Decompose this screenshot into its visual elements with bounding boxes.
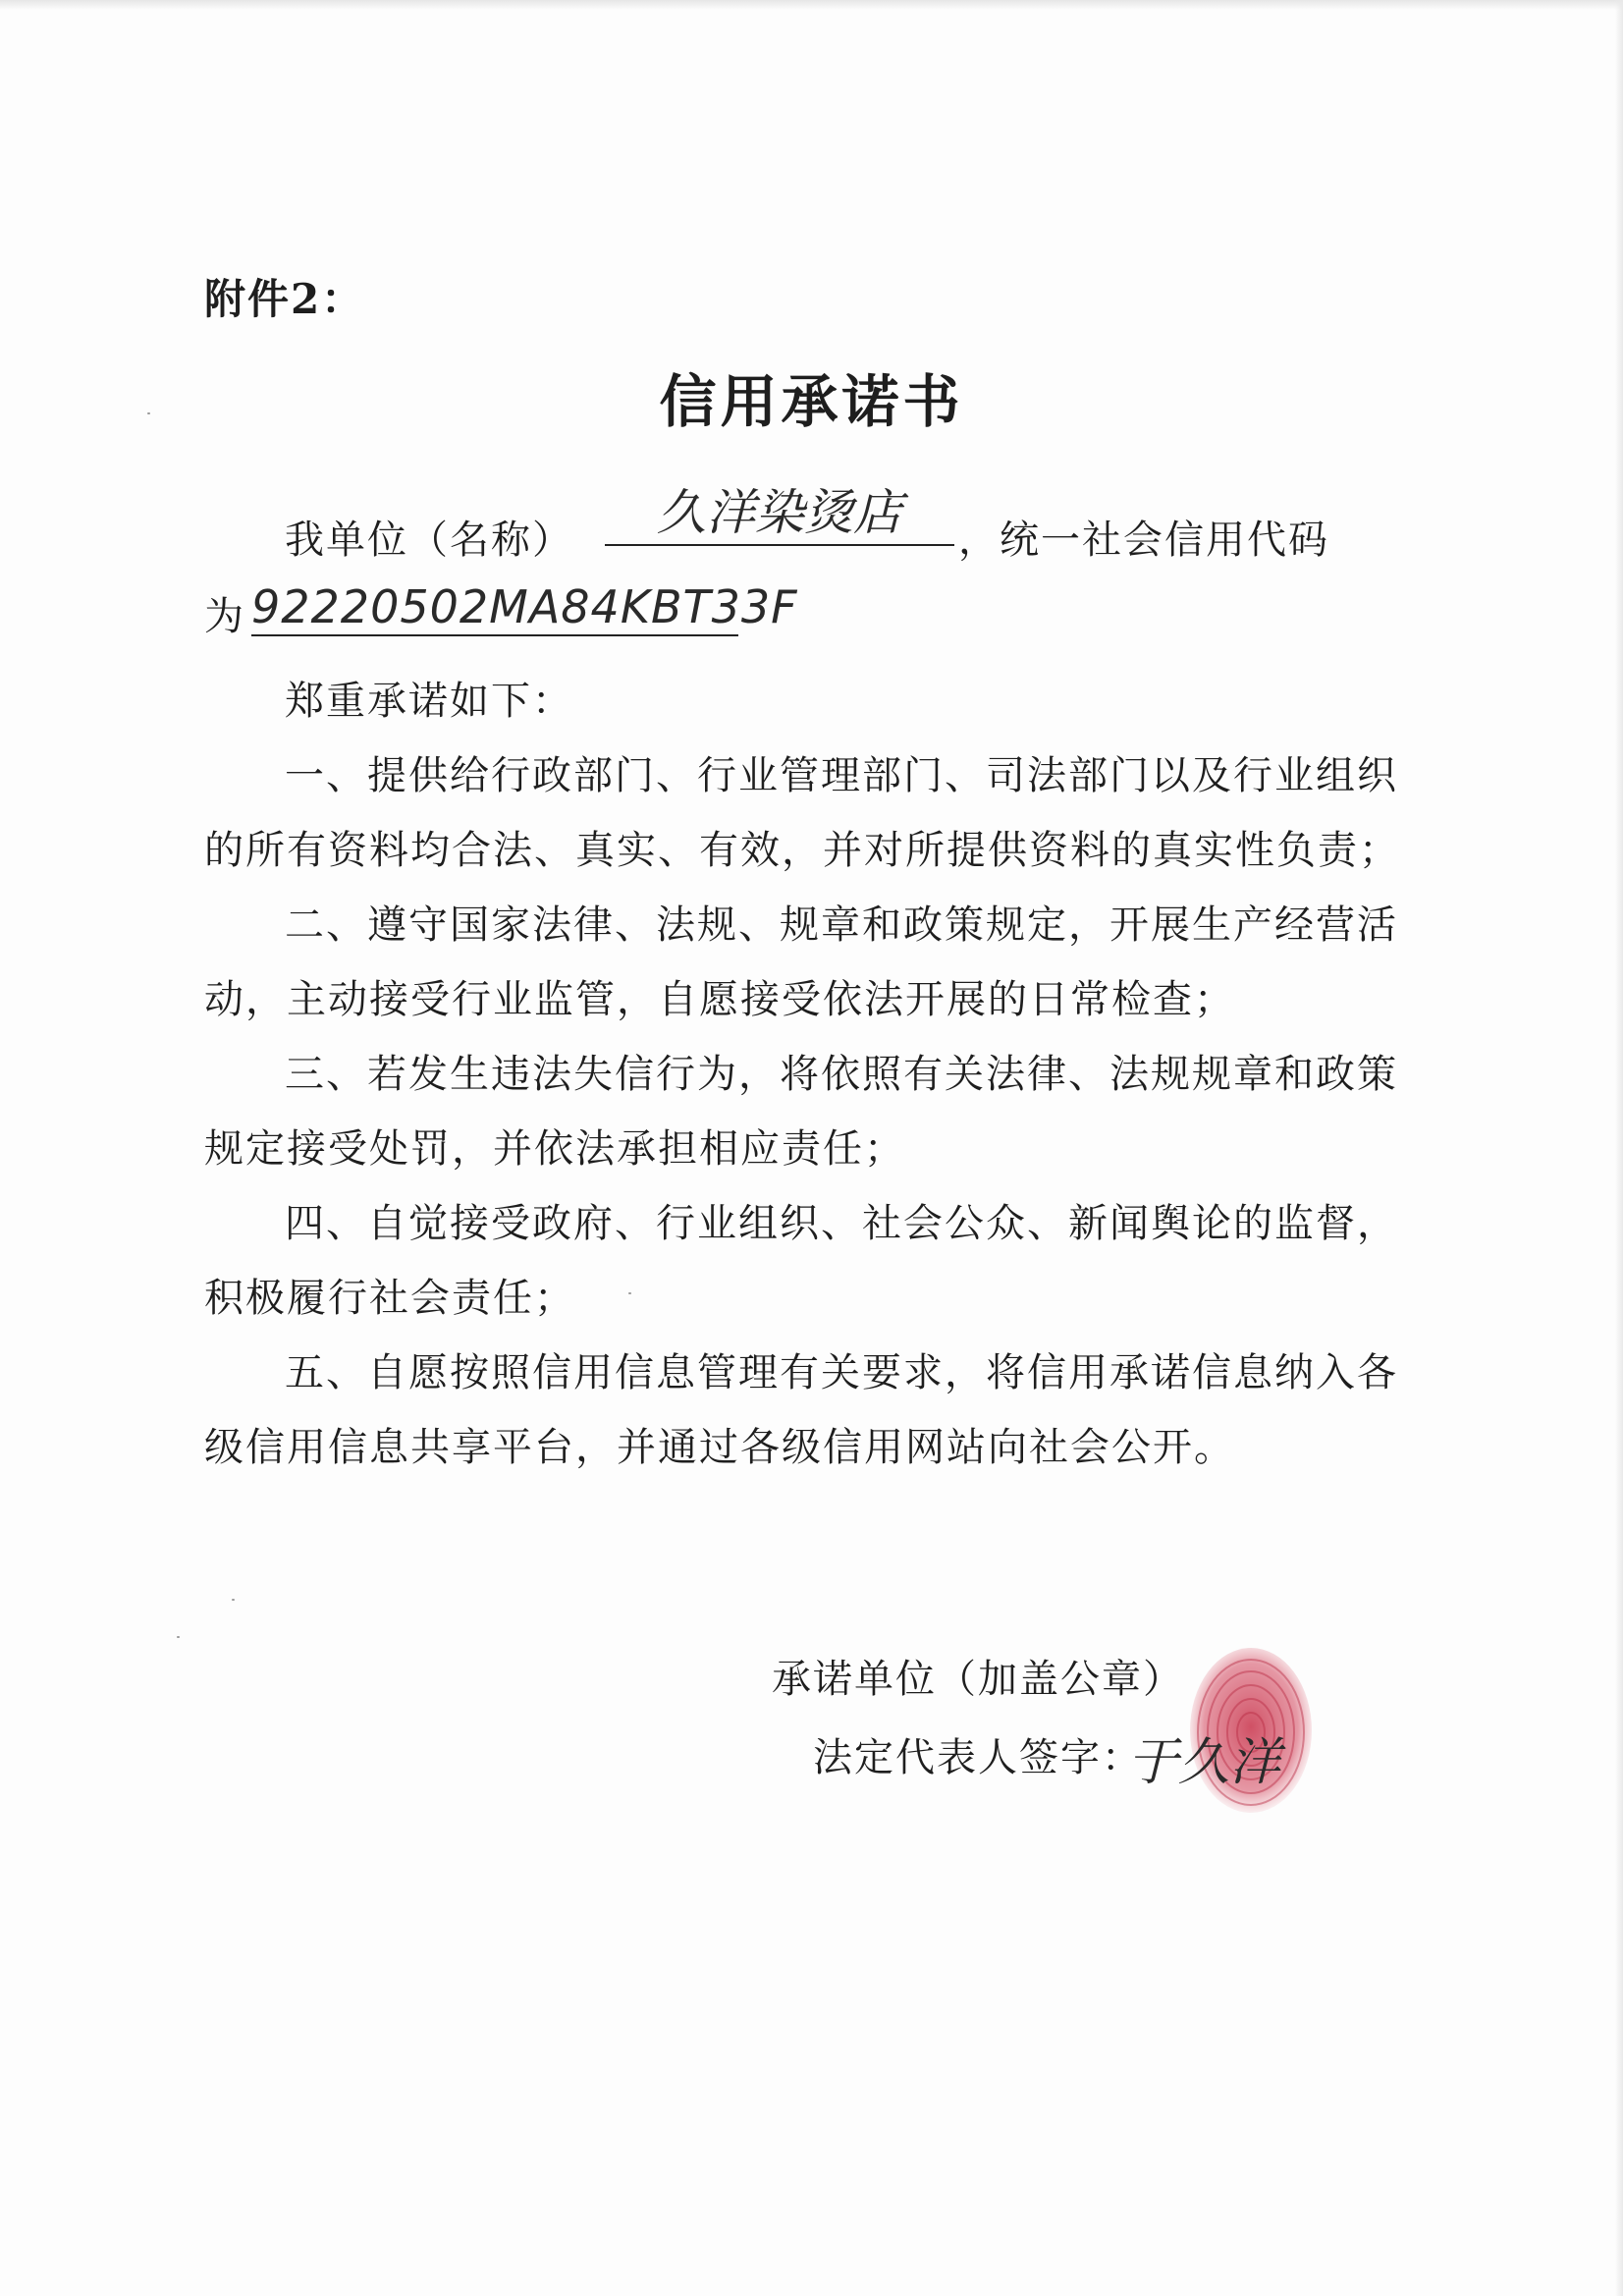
- document-title: 信用承诺书: [659, 368, 964, 435]
- scan-edge: [1615, 0, 1623, 2296]
- unit-seal-label: 承诺单位（加盖公章）: [772, 1657, 1184, 1702]
- commitment-line: 的所有资料均合法、真实、有效，并对所提供资料的真实性负责；: [204, 828, 1400, 873]
- commitment-line: 积极履行社会责任；: [204, 1276, 575, 1321]
- attachment-label: 附件2：: [204, 275, 365, 323]
- scan-speck: [232, 1599, 235, 1601]
- unit-name-handwritten: 久洋染烫店: [605, 481, 954, 546]
- code-prefix: 为: [204, 594, 245, 639]
- commitment-line: 级信用信息共享平台，并通过各级信用网站向社会公开。: [204, 1425, 1235, 1470]
- commitment-line: 三、若发生违法失信行为，将依照有关法律、法规规章和政策: [285, 1052, 1398, 1097]
- intro-prefix: 我单位（名称）: [285, 518, 573, 563]
- lead-text: 郑重承诺如下：: [285, 679, 573, 724]
- commitment-line: 四、自觉接受政府、行业组织、社会公众、新闻舆论的监督，: [285, 1201, 1398, 1246]
- commitment-line: 二、遵守国家法律、法规、规章和政策规定，开展生产经营活: [285, 902, 1398, 948]
- commitment-line: 动，主动接受行业监管，自愿接受依法开展的日常检查；: [204, 977, 1235, 1022]
- scan-speck: [177, 1636, 180, 1638]
- commitment-line: 五、自愿按照信用信息管理有关要求，将信用承诺信息纳入各: [285, 1350, 1398, 1395]
- legal-rep-label: 法定代表人签字：: [813, 1735, 1143, 1780]
- intro-suffix: ，统一社会信用代码: [958, 518, 1329, 563]
- commitment-line: 规定接受处罚，并依法承担相应责任；: [204, 1126, 905, 1172]
- scan-edge: [0, 0, 1623, 10]
- credit-code-handwritten: 92220502MA84KBT33F: [251, 579, 738, 636]
- commitment-line: 一、提供给行政部门、行业管理部门、司法部门以及行业组织: [285, 753, 1398, 798]
- legal-rep-signature: 于久洋: [1127, 1733, 1281, 1792]
- scan-speck: [628, 1292, 631, 1294]
